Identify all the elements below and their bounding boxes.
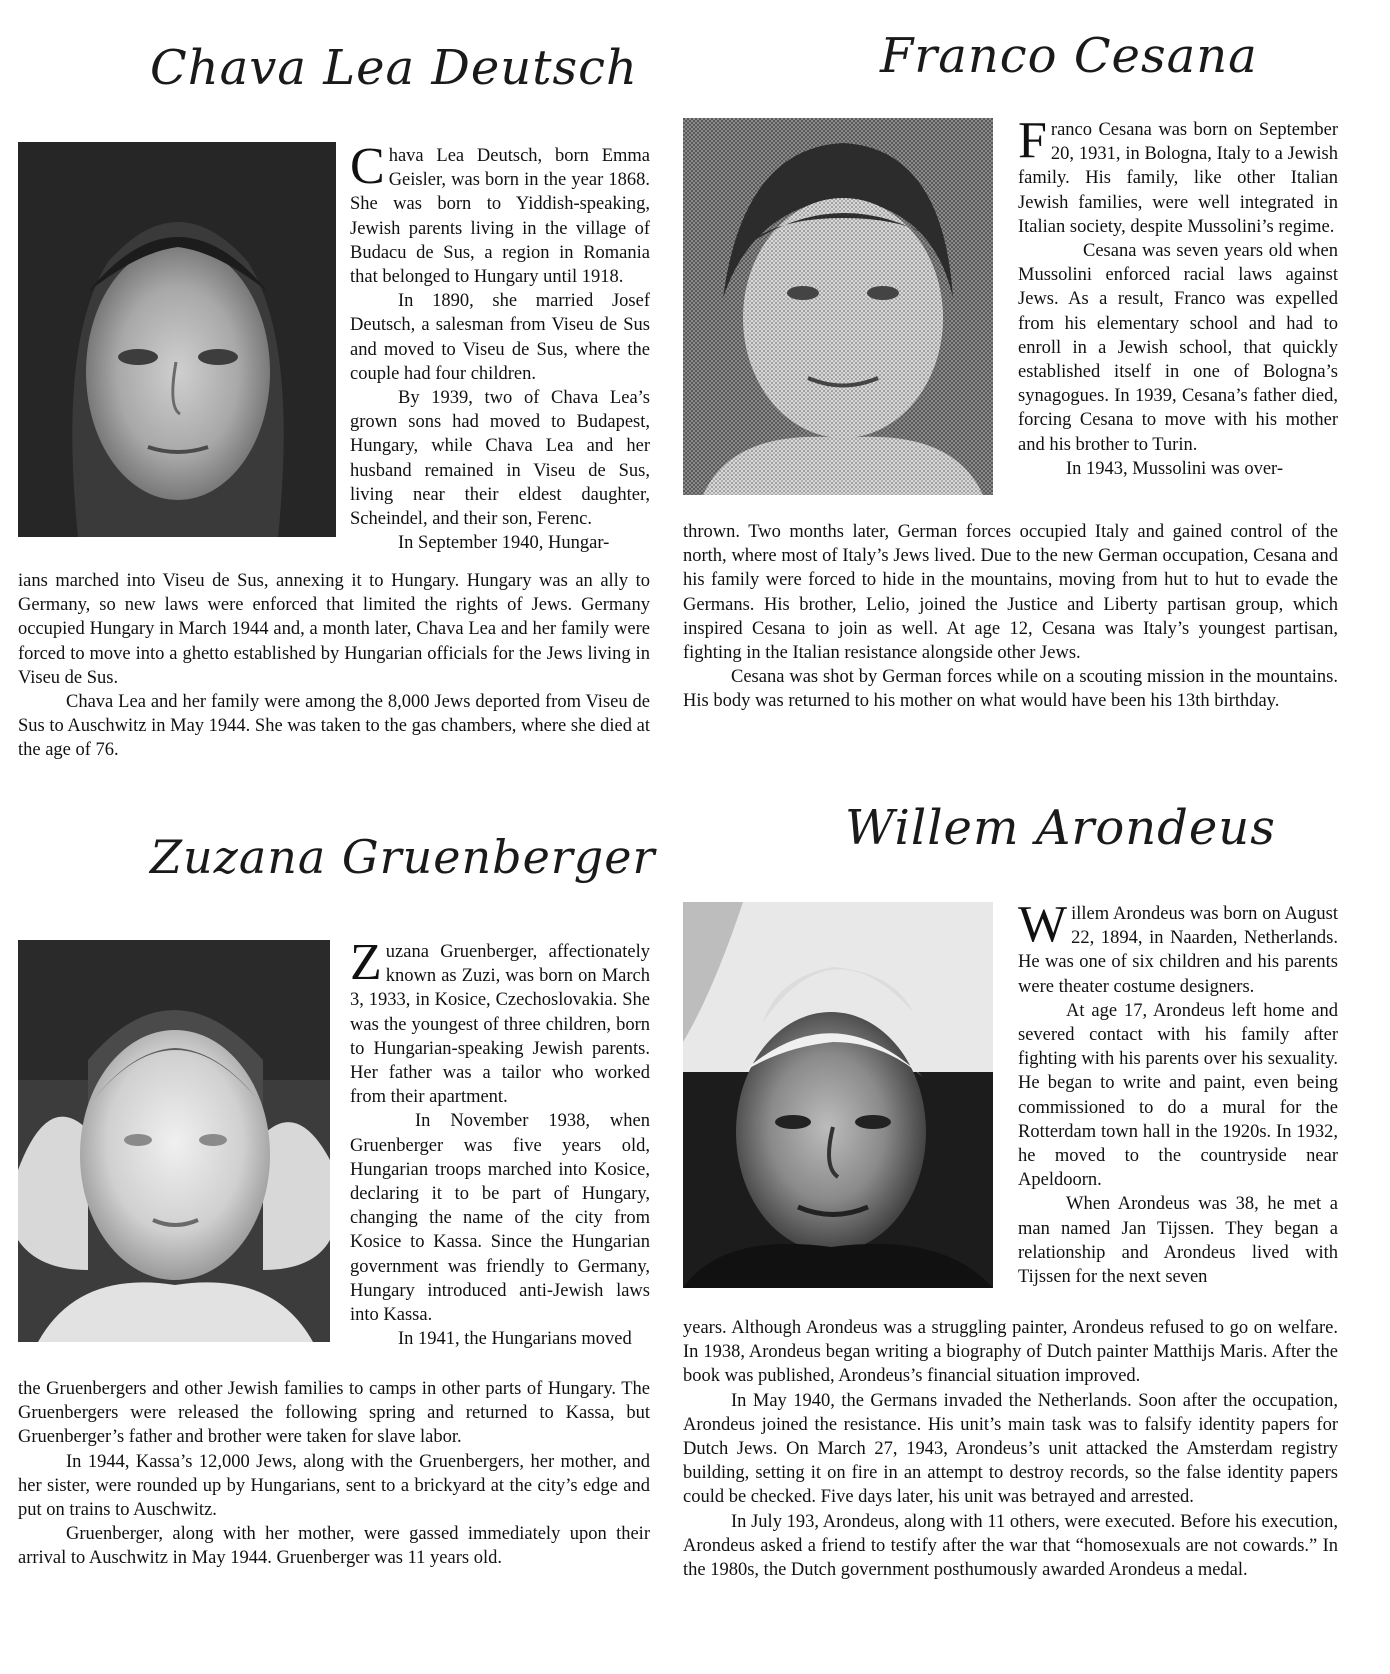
willem-paragraph-3: years. Although Arondeus was a struggling painter, Arondeus refused to go on welfare. In 1938, Arondeus began writing a biography of Dutch painter Matthijs Maris. After the book was published, Arondeus’s financial situation improved. [683, 1318, 1338, 1387]
zuzana-paragraph-1: uzana Gruenberger, affectionately known as Zuzi, was born on March 3, 1933, in Kosice, Czechoslovakia. She was the youngest of three children, born to Hungarian-speaking Jewish parents. Her father was a tailor who worked from their apartment. [350, 942, 650, 1108]
chava-paragraph-5: Chava Lea and her family were among the 8,000 Jews deported from Viseu de Sus to Auschwitz in May 1944. She was taken to the gas chambers, where she died at the age of 76. [18, 692, 650, 761]
willem-text-wrap [1018, 896, 1338, 1289]
willem-paragraph-3-start: When Arondeus was 38, he met a man named Jan Tijssen. They began a relationship and Arondeus lived with Tijssen for the next seven [1018, 1194, 1338, 1288]
franco-paragraph-2: Cesana was seven years old when Mussolini enforced racial laws against Jews. As a result, Franco was expelled from his elementary school and had to enroll in a Jewish school, that quickly established itself in one of Bologna’s synagogues. In 1939, Cesana’s father died, forcing Cesana to move with his mother and his brother to Turin. [1018, 241, 1338, 455]
chava-text-wrap [350, 138, 650, 555]
franco-text-wrap [1018, 112, 1338, 481]
chava-paragraph-3: By 1939, two of Chava Lea’s grown sons had moved to Budapest, Hungary, while Chava Lea and her husband remained in Viseu de Sus, living near their eldest daughter, Scheindel, and their son, Ferenc. [350, 388, 650, 530]
franco-title: Franco Cesana [880, 28, 1258, 84]
zuzana-paragraph-3-start: In 1941, the Hungarians moved [398, 1329, 632, 1350]
chava-text-full [18, 569, 650, 763]
chava-paragraph-4-start: In September 1940, Hungar- [398, 533, 610, 554]
willem-title: Willem Arondeus [845, 800, 1276, 856]
chava-dropcap: C [350, 138, 385, 195]
willem-paragraph-5: In July 193, Arondeus, along with 11 others, were executed. Before his execution, Arondeus asked a friend to testify after the war that “homosexuals are not cowards.” In the 1980s, the Dutch government posthumously awarded Arondeus a medal. [683, 1511, 1338, 1581]
franco-text-full [683, 520, 1338, 714]
willem-paragraph-4: In May 1940, the Germans invaded the Netherlands. Soon after the occupation, Arondeus joined the resistance. His unit’s main task was to falsify identity papers for Dutch Jews. On March 27, 1943, Arondeus’s unit attacked the Amsterdam registry building, setting it on fire in an attempt to destroy records, so the false identity papers could be checked. Five days later, his unit was betrayed and arrested. [683, 1390, 1338, 1508]
zuzana-paragraph-2: In November 1938, when Gruenberger was five years old, Hungarian troops marched into Kosice, declaring it to be part of Hungary, changing the name of the city from Kosice to Kassa. Since the Hungarian government was friendly to Germany, Hungary introduced anti-Jewish laws into Kassa. [350, 1111, 650, 1326]
franco-paragraph-3-start: In 1943, Mussolini was over- [1066, 458, 1283, 479]
chava-paragraph-2: In 1890, she married Josef Deutsch, a salesman from Viseu de Sus and moved to Viseu de Sus, where the couple had four children. [350, 291, 650, 384]
willem-portrait [683, 902, 993, 1288]
willem-paragraph-2: At age 17, Arondeus left home and severed contact with his family after fighting with his parents over his sexuality. He began to write and paint, even being commissioned to do a mural for the Rotterdam town hall in the 1920s. In 1932, he moved to the countryside near Apeldoorn. [1018, 1000, 1338, 1191]
zuzana-portrait [18, 940, 330, 1342]
zuzana-text-wrap [350, 934, 650, 1351]
chava-paragraph-1: hava Lea Deutsch, born Emma Geisler, was born in the year 1868. She was born to Yiddish-speaking, Jewish parents living in the village of Budacu de Sus, a region in Romania that belonged to Hungary until 1918. [350, 146, 650, 288]
franco-paragraph-3: thrown. Two months later, German forces occupied Italy and gained control of the north, where most of Italy’s Jews lived. Due to the new German occupation, Cesana and his family were forced to hide in the mountains, moving from hut to hut to evade the Germans. His brother, Lelio, joined the Justice and Liberty partisan group, which inspired Cesana to join as well. At age 12, Cesana was Italy’s youngest partisan, fighting in the Italian resistance alongside other Jews. [683, 522, 1338, 664]
willem-paragraph-1: illem Arondeus was born on August 22, 1894, in Naarden, Netherlands. He was one of six children and his parents were theater costume designers. [1018, 904, 1338, 997]
willem-dropcap: W [1018, 896, 1068, 953]
franco-paragraph-4: Cesana was shot by German forces while on a scouting mission in the mountains. His body was returned to his mother on what would have been his 13th birthday. [683, 667, 1338, 712]
chava-paragraph-4: ians marched into Viseu de Sus, annexing it to Hungary. Hungary was an ally to Germany, so new laws were enforced that limited the rights of Jews. Germany occupied Hungary in March 1944 and, a month later, Chava Lea and her family were forced to move into a ghetto established by Hungarian officials for the Jews living in Viseu de Sus. [18, 571, 650, 688]
zuzana-paragraph-5: Gruenberger, along with her mother, were gassed immediately upon their arrival to Auschwitz in May 1944. Gruenberger was 11 years old. [18, 1524, 650, 1569]
chava-title: Chava Lea Deutsch [150, 40, 638, 96]
franco-dropcap: F [1018, 112, 1047, 169]
zuzana-title: Zuzana Gruenberger [150, 830, 656, 884]
zuzana-dropcap: Z [350, 934, 382, 991]
franco-portrait [683, 118, 993, 495]
chava-portrait [18, 142, 336, 537]
zuzana-paragraph-3: the Gruenbergers and other Jewish families to camps in other parts of Hungary. The Gruenbergers were released the following spring and returned to Kassa, but Gruenberger’s father and brother were taken for slave labor. [18, 1379, 650, 1448]
willem-text-full [683, 1316, 1338, 1582]
zuzana-paragraph-4: In 1944, Kassa’s 12,000 Jews, along with the Gruenbergers, her mother, and her sister, were rounded up by Hungarians, sent to a brickyard at the city’s edge and put on trains to Auschwitz. [18, 1451, 650, 1521]
franco-paragraph-1: ranco Cesana was born on September 20, 1931, in Bologna, Italy to a Jewish family. His family, like other Italian Jewish families, were well integrated in Italian society, despite Mussolini’s regime. [1018, 120, 1338, 237]
zuzana-text-full [18, 1377, 650, 1571]
